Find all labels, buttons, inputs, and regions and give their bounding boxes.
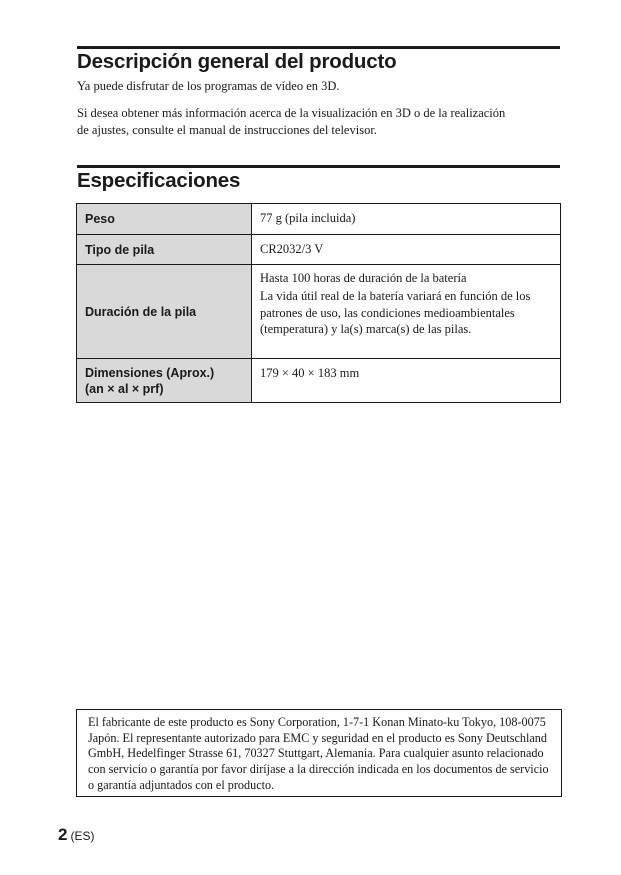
- spec-label-battery-life: Duración de la pila: [77, 265, 252, 359]
- manufacturer-notice: [76, 709, 562, 797]
- overview-details: Si desea obtener más información acerca de la visualización en 3D o de la realización de ajustes, consulte el manual de instrucciones del televisor.: [77, 106, 506, 137]
- table-row: [77, 204, 561, 235]
- spec-value-dimensions: [252, 359, 561, 403]
- spec-value-weight: [252, 204, 561, 235]
- manufacturer-notice-text: El fabricante de este producto es Sony Corporation, 1-7-1 Konan Minato-ku Tokyo, 108-0075 Japón. El representante autorizado para EMC y seguridad en el producto es Sony Deutschland GmbH, Hedelfinger Strasse 61, 70327 Stuttgart, Alemania. Para cualquier asunto relacionado con servicio o garantía por favor diríjase a la dirección indicada en los documentos de servicio o garantía adjuntados con el producto.: [88, 715, 549, 792]
- page-footer: [58, 825, 94, 845]
- overview-intro: Ya puede disfrutar de los programas de vídeo en 3D.: [77, 79, 340, 93]
- table-row: [77, 359, 561, 403]
- spec-label-weight: Peso: [77, 204, 252, 235]
- dimensions-label-line2: (an × al × prf): [85, 382, 164, 396]
- overview-title: Descripción general del producto: [77, 50, 397, 73]
- battery-life-line1: Hasta 100 horas de duración de la batería: [260, 271, 467, 285]
- spec-label-dimensions: [77, 359, 252, 403]
- table-row: [77, 235, 561, 265]
- section-rule-specs: [77, 165, 560, 168]
- spec-value-battery-life: [252, 265, 561, 359]
- battery-life-line2: La vida útil real de la batería variará en función de los patrones de uso, las condiciones medioambientales (temperatura) y la(s) marca(s) de las pilas.: [260, 289, 531, 336]
- page-number: 2: [58, 825, 68, 844]
- spec-value-battery-type-text: CR2032/3 V: [260, 242, 324, 256]
- section-rule-overview: [77, 46, 560, 49]
- spec-label-battery-type: Tipo de pila: [77, 235, 252, 265]
- table-row: [77, 265, 561, 359]
- specs-table: [76, 203, 561, 403]
- dimensions-label-line1: Dimensiones (Aprox.): [85, 366, 215, 380]
- spec-value-dimensions-text: 179 × 40 × 183 mm: [260, 366, 360, 380]
- spec-value-battery-type: [252, 235, 561, 265]
- language-code: (ES): [70, 829, 95, 843]
- specs-title: Especificaciones: [77, 169, 241, 192]
- spec-value-weight-text: 77 g (pila incluida): [260, 211, 356, 225]
